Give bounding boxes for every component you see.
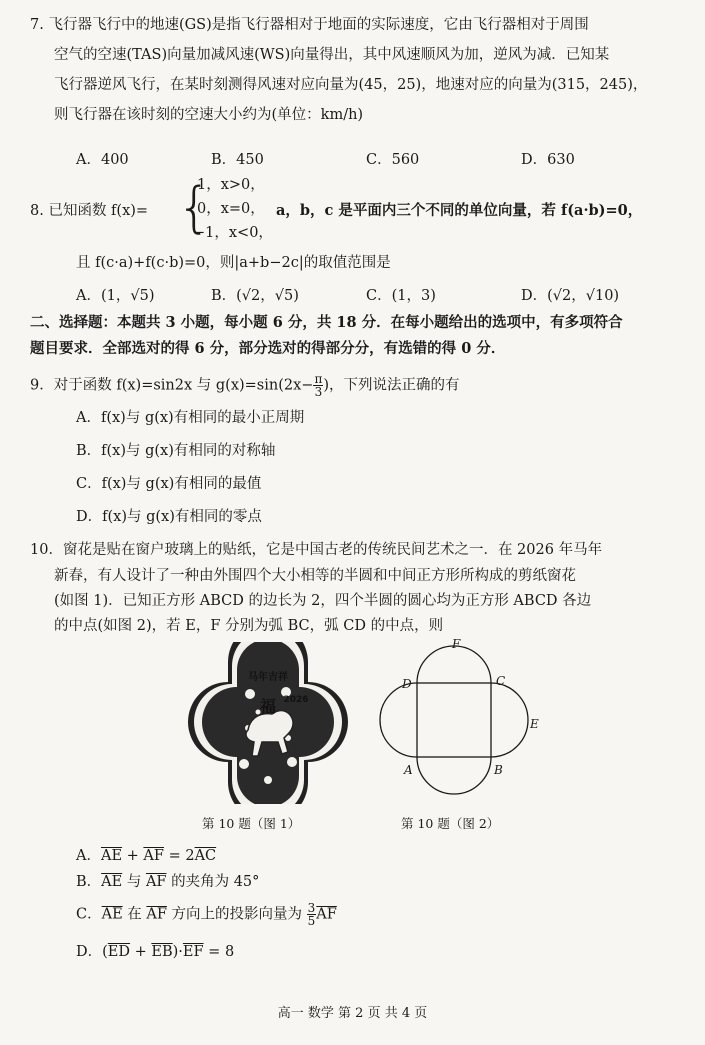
q9-option-c: C．f(x)与 g(x)有相同的最值	[76, 476, 262, 492]
q10-b-label: B．	[76, 874, 102, 890]
q10-option-a	[76, 846, 216, 866]
q10-b-tail: 的夹角为 45°	[166, 874, 260, 890]
q9-stem-a: 9．对于函数 f(x)=sin2x 与 g(x)=sin(2x−	[30, 377, 314, 394]
q10-option-b	[76, 872, 259, 892]
q10-a-v3: $\overline{AC}$	[194, 848, 217, 864]
fig1-text-year: 2026	[283, 695, 309, 705]
q10-b-v1: $\overline{AE}$	[101, 874, 123, 890]
q8-option-a: A．(1，√5)	[76, 288, 155, 304]
q10-c-v1: $\overline{AE}$	[101, 906, 123, 923]
q9-pi-fraction	[313, 373, 323, 398]
fig1-text-fu: 福	[259, 697, 277, 716]
q10-line1: 10．窗花是贴在窗户玻璃上的贴纸，它是中国古老的传统民间艺术之一．在 2026 年马年	[30, 542, 603, 558]
q7-option-b: B．450	[211, 152, 264, 168]
page-footer: 高一 数学 第 2 页 共 4 页	[277, 1006, 428, 1021]
q10-c-label: C．	[76, 906, 102, 923]
q10-d-plus: +	[130, 944, 152, 960]
q7-line2: 空气的空速(TAS)向量加减风速(WS)向量得出，其中风速顺风为加，逆风为减．已知某	[54, 47, 610, 63]
fig2-label-f: F	[452, 637, 461, 651]
q7-line1: 7. 飞行器飞行中的地速(GS)是指飞行器相对于地面的实际速度，它由飞行器相对于周围	[30, 17, 589, 33]
q10-d-v1: $\overline{ED}$	[107, 944, 131, 960]
q7-line4: 则飞行器在该时刻的空速大小约为(单位：km/h)	[54, 107, 364, 123]
fig2-arc-right	[491, 683, 528, 757]
q10-d-tail: = 8	[203, 944, 235, 960]
q9-pi-num: π	[314, 372, 323, 386]
q7-option-a: A．400	[76, 152, 129, 168]
q10-a-plus: +	[122, 848, 144, 864]
fig2-square	[417, 683, 491, 757]
q10-c-den: 5	[307, 914, 316, 928]
q10-c-v3: $\overline{AF}$	[316, 906, 337, 923]
q10-line2: 新春，有人设计了一种由外围四个大小相等的半圆和中间正方形所构成的剪纸窗花	[54, 568, 576, 584]
q10-d-v3: $\overline{EF}$	[182, 944, 204, 960]
fig2-label-a: A	[404, 763, 413, 777]
q10-figure-2	[370, 636, 550, 804]
q10-c-num: 3	[307, 901, 316, 915]
q10-c-mid: 在	[122, 906, 147, 923]
q9-option-b: B．f(x)与 g(x)有相同的对称轴	[76, 443, 276, 459]
q10-d-label: D．(	[76, 944, 108, 960]
q8-case-1: 1，x>0，	[197, 177, 265, 193]
fig2-arc-bottom	[417, 757, 491, 794]
fig2-arc-left	[380, 683, 417, 757]
q10-fig1-caption: 第 10 题（图 1）	[202, 816, 301, 831]
q10-d-v2: $\overline{EB}$	[151, 944, 173, 960]
q10-c-tail: 方向上的投影向量为	[166, 906, 307, 923]
q8-option-c: C．(1，3)	[366, 288, 436, 304]
q8-brace: {	[177, 176, 212, 239]
q8-option-b: B．(√2，√5)	[211, 288, 299, 304]
fig2-label-e: E	[530, 717, 539, 731]
q7-line3: 飞行器逆风飞行，在某时刻测得风速对应向量为(45，25)，地速对应的向量为(315，245)，	[54, 77, 648, 93]
q10-line4: 的中点(如图 2)，若 E，F 分别为弧 BC，弧 CD 的中点，则	[54, 618, 444, 634]
q7-option-c: C．560	[366, 152, 420, 168]
q10-option-d	[76, 942, 234, 962]
q10-a-label: A．	[76, 848, 101, 864]
fig1-text-top: 马年吉祥	[248, 672, 288, 683]
q8-line2: 且 f(c·a)+f(c·b)=0，则|a+b−2c|的取值范围是	[76, 255, 391, 271]
q10-figure-1	[188, 642, 348, 804]
q10-b-v2: $\overline{AF}$	[145, 874, 167, 890]
q9-option-a: A．f(x)与 g(x)有相同的最小正周期	[76, 410, 305, 426]
q9-option-d: D．f(x)与 g(x)有相同的零点	[76, 509, 262, 525]
q9-pi-den: 3	[314, 385, 323, 399]
q7-option-d: D．630	[521, 152, 575, 168]
q9-stem	[30, 373, 459, 398]
q10-d-mid: )·	[172, 944, 183, 960]
q10-a-v1: $\overline{AE}$	[100, 848, 123, 864]
fig2-label-d: D	[402, 677, 412, 691]
q10-b-mid: 与	[122, 874, 146, 890]
q10-a-v2: $\overline{AF}$	[143, 848, 164, 864]
q10-fig2-caption: 第 10 题（图 2）	[401, 816, 500, 831]
q8-case-2: 0，x=0，	[197, 201, 265, 217]
q10-c-v2: $\overline{AF}$	[146, 906, 167, 923]
q8-case-3: −1，x<0，	[193, 225, 273, 241]
q10-line3: (如图 1)．已知正方形 ABCD 的边长为 2，四个半圆的圆心均为正方形 ABCD 各边	[54, 593, 592, 609]
q8-prefix: 8. 已知函数 f(x)=	[30, 203, 149, 219]
fig2-arc-top	[417, 646, 491, 683]
q8-suffix: a，b，c 是平面内三个不同的单位向量，若 f(a·b)=0，	[276, 202, 643, 219]
q9-stem-b: )，下列说法正确的有	[323, 377, 460, 394]
section2-line2: 题目要求．全部选对的得 6 分，部分选对的得部分分，有选错的得 0 分．	[30, 340, 506, 357]
q8-option-d: D．(√2，√10)	[521, 288, 620, 304]
q10-c-fraction	[307, 902, 317, 927]
section2-line1: 二、选择题：本题共 3 小题，每小题 6 分，共 18 分．在每小题给出的选项中，有多项符合	[30, 314, 623, 331]
fig2-label-c: C	[496, 674, 506, 688]
q10-option-c	[76, 902, 337, 927]
q10-a-eq: = 2	[163, 848, 195, 864]
fig2-label-b: B	[494, 763, 503, 777]
